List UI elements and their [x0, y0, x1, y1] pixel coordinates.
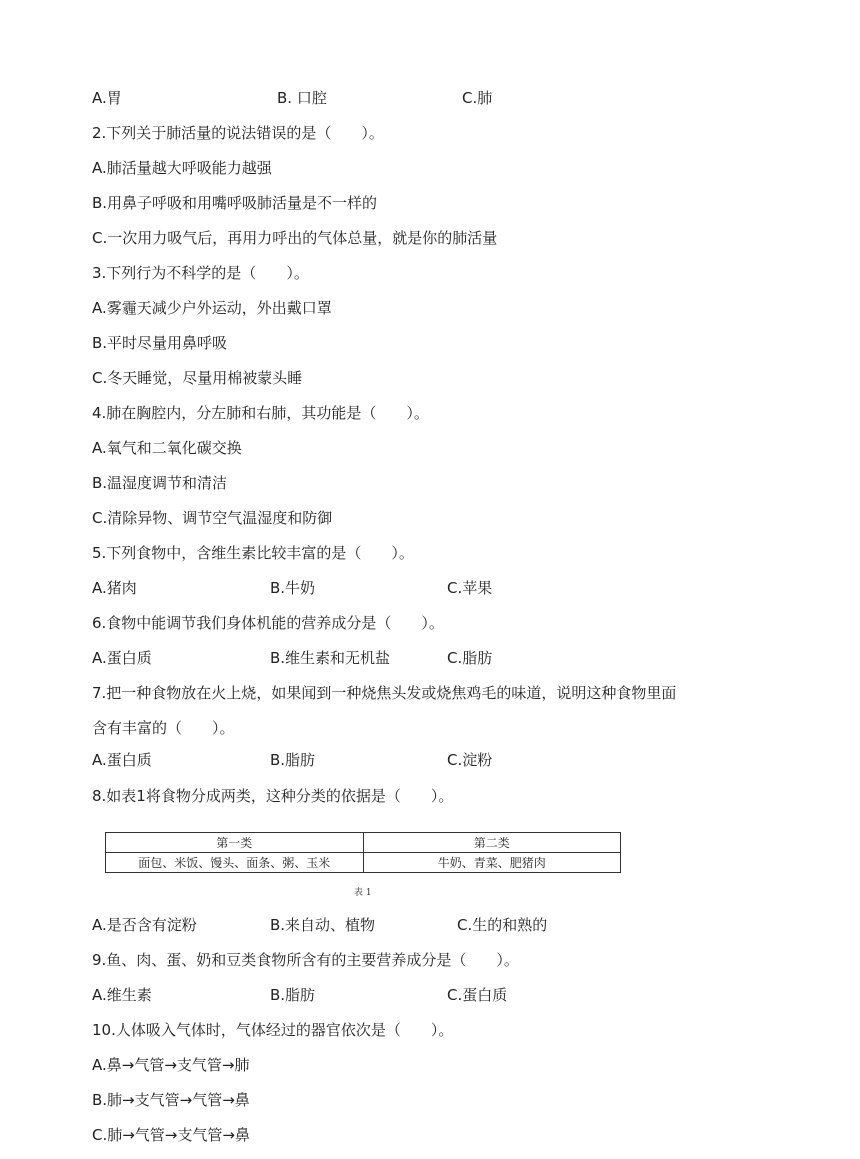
- q10-option-a: A.鼻→气管→支气管→肺: [92, 1056, 250, 1074]
- q2-option-b: B.用鼻子呼吸和用嘴呼吸肺活量是不一样的: [92, 194, 378, 212]
- q4-stem: 4.肺在胸腔内，分左肺和右肺，其功能是（ ）。: [92, 404, 429, 422]
- q10-stem: 10.人体吸入气体时，气体经过的器官依次是（ ）。: [92, 1021, 454, 1039]
- q2-option-c: C.一次用力吸气后，再用力呼出的气体总量，就是你的肺活量: [92, 229, 498, 247]
- q3-stem: 3.下列行为不科学的是（ ）。: [92, 264, 309, 282]
- table-header-second: 第二类: [363, 833, 621, 853]
- q6-option-c: C.脂肪: [447, 649, 493, 667]
- table-caption: 表 1: [354, 888, 372, 898]
- table-cell-first: 面包、米饭、馒头、面条、粥、玉米: [106, 853, 364, 873]
- q4-option-c: C.清除异物、调节空气温湿度和防御: [92, 509, 333, 527]
- q8-option-b: B.来自动、植物: [270, 916, 376, 934]
- table-cell-second: 牛奶、青菜、肥猪肉: [363, 853, 621, 873]
- q9-stem: 9.鱼、肉、蛋、奶和豆类食物所含有的主要营养成分是（ ）。: [92, 951, 519, 969]
- q3-option-c: C.冬天睡觉，尽量用棉被蒙头睡: [92, 369, 303, 387]
- q5-option-b: B.牛奶: [270, 579, 316, 597]
- q6-stem: 6.食物中能调节我们身体机能的营养成分是（ ）。: [92, 614, 444, 632]
- q6-option-b: B.维生素和无机盐: [270, 649, 391, 667]
- q9-option-a: A.维生素: [92, 986, 152, 1004]
- q7-stem-line2: 含有丰富的（ ）。: [92, 719, 235, 737]
- table-1: [105, 832, 621, 873]
- q7-stem-line1: 7.把一种食物放在火上烧，如果闻到一种烧焦头发或烧焦鸡毛的味道，说明这种食物里面: [92, 684, 677, 702]
- q7-option-c: C.淀粉: [447, 751, 493, 769]
- q2-stem: 2.下列关于肺活量的说法错误的是（ ）。: [92, 124, 384, 142]
- q4-option-b: B.温湿度调节和清洁: [92, 474, 228, 492]
- q2-option-a: A.肺活量越大呼吸能力越强: [92, 159, 272, 177]
- q8-stem: 8.如表1将食物分成两类，这种分类的依据是（ ）。: [92, 787, 454, 805]
- q3-option-a: A.雾霾天减少户外运动，外出戴口罩: [92, 299, 332, 317]
- q5-option-a: A.猪肉: [92, 579, 137, 597]
- table-header-first: 第一类: [106, 833, 364, 853]
- q10-option-b: B.肺→支气管→气管→鼻: [92, 1091, 250, 1109]
- q1-option-b: B. 口腔: [277, 89, 327, 107]
- q8-option-c: C.生的和熟的: [457, 916, 548, 934]
- q4-option-a: A.氧气和二氧化碳交换: [92, 439, 242, 457]
- q3-option-b: B.平时尽量用鼻呼吸: [92, 334, 228, 352]
- q1-option-c: C.肺: [462, 89, 493, 107]
- q1-option-a: A.胃: [92, 89, 122, 107]
- q9-option-c: C.蛋白质: [447, 986, 508, 1004]
- q8-option-a: A.是否含有淀粉: [92, 916, 197, 934]
- q6-option-a: A.蛋白质: [92, 649, 152, 667]
- q5-option-c: C.苹果: [447, 579, 493, 597]
- q9-option-b: B.脂肪: [270, 986, 316, 1004]
- q5-stem: 5.下列食物中，含维生素比较丰富的是（ ）。: [92, 544, 414, 562]
- q7-option-a: A.蛋白质: [92, 751, 152, 769]
- q10-option-c: C.肺→气管→支气管→鼻: [92, 1126, 250, 1144]
- q7-option-b: B.脂肪: [270, 751, 316, 769]
